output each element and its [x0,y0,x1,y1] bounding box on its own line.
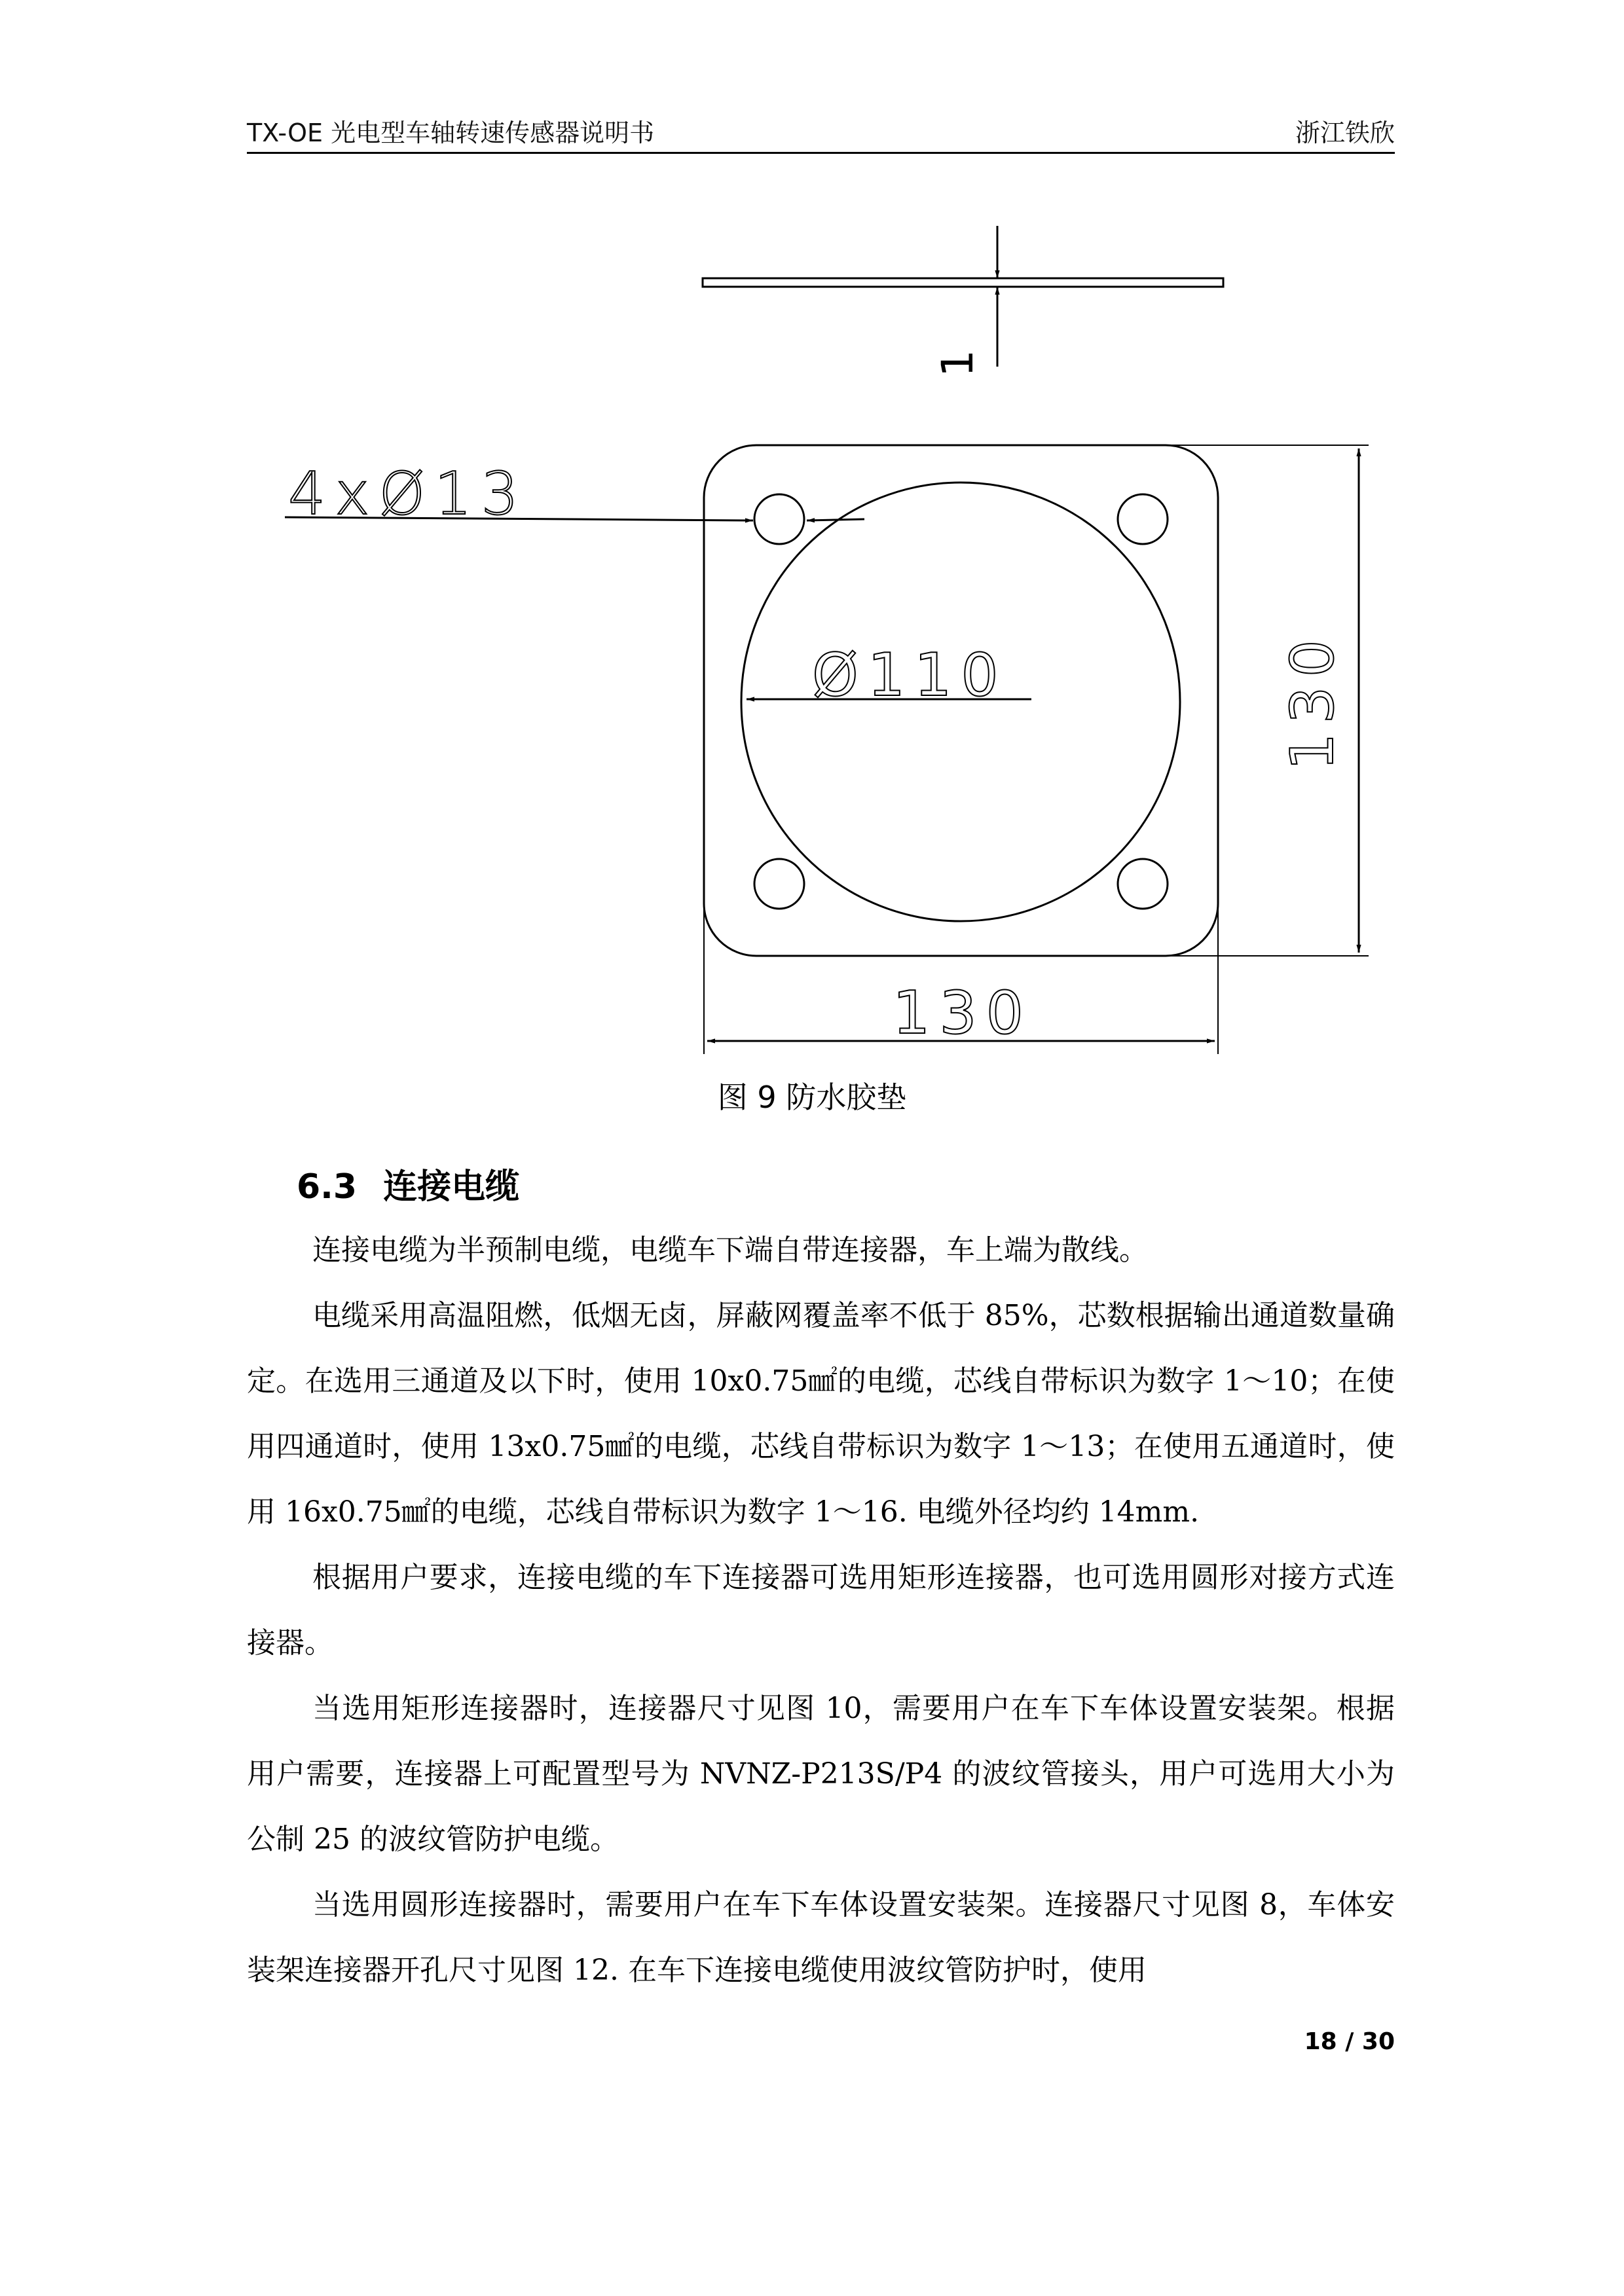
holes-label: 4xØ13 [288,460,528,528]
paragraph: 根据用户要求，连接电缆的车下连接器可选用矩形连接器，也可选用圆形对接方式连接器。 [247,1561,1395,1660]
paragraph: 电缆采用高温阻燃，低烟无卤，屏蔽网覆盖率不低于 85%，芯数根据输出通道数量确定。在选用三通道及以下时，使用 10x0.75㎟的电缆，芯线自带标识为数字 1～10；在使用四通道时，使用 13x0.75㎟的电缆，芯线自带标识为数字 1～13；在使用五通道时，使用 16x0.75㎟的电缆，芯线自带标识为数字 1～16. 电缆外径均约 14mm. [247,1299,1395,1529]
page-number: 18 / 30 [1304,2028,1395,2055]
height-label: 130 [1278,630,1347,771]
bolt-hole-tr [1118,494,1168,544]
width-label: 130 [893,979,1033,1048]
thickness-label: 1 [932,350,983,377]
paragraph: 当选用矩形连接器时，连接器尺寸见图 10，需要用户在车下车体设置安装架。根据用户需要，连接器上可配置型号为 NVNZ-P213S/P4 的波纹管接头，用户可选用大小为公制 25 的波纹管防护电缆。 [247,1692,1395,1856]
header-document-title: TX-OE 光电型车轴转速传感器说明书 [247,118,655,147]
section-number: 6.3 [297,1167,358,1207]
bolt-hole-tl [754,494,804,544]
section-body [247,1218,1395,2003]
holes-leader-tail [807,519,864,520]
section-title: 连接电缆 [383,1167,520,1207]
side-view [703,226,1223,367]
bolt-hole-br [1118,859,1168,909]
header-company: 浙江铁欣 [1295,118,1395,147]
diameter-label: Ø110 [812,641,1008,710]
section-heading [297,1159,545,1208]
gasket-side-profile [703,278,1223,287]
paragraph: 当选用圆形连接器时，需要用户在车下车体设置安装架。连接器尺寸见图 8，车体安装架连接器开孔尺寸见图 12. 在车下连接电缆使用波纹管防护时，使用 [247,1888,1395,1987]
gasket-drawing [0,0,1624,1100]
paragraph: 连接电缆为半预制电缆，电缆车下端自带连接器，车上端为散线。 [312,1233,1148,1267]
bolt-hole-bl [754,859,804,909]
front-view [285,445,1369,1054]
figure-caption: 图 9 防水胶垫 [717,1080,907,1115]
